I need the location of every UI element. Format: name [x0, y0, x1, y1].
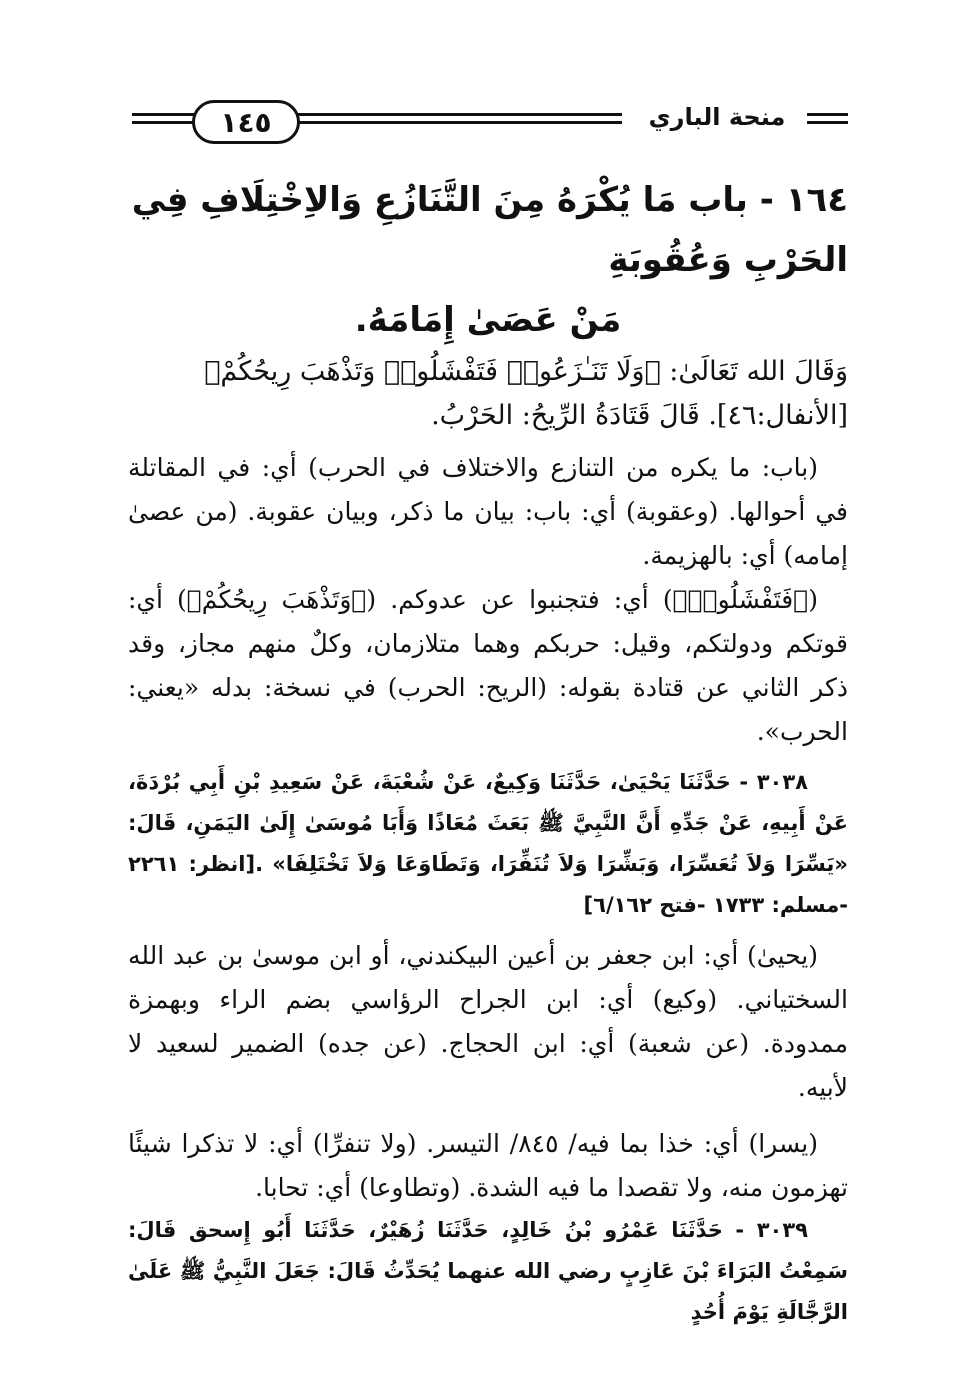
quran-verse-line: وَقَالَ الله تَعَالَىٰ: ﴿وَلَا تَنَـٰزَعُوا۟ فَتَفْشَلُوا۟ وَتَذْهَبَ رِيحُكُمْ﴾	[204, 356, 848, 387]
hadith-3038: ٣٠٣٨ - حَدَّثَنَا يَحْيَىٰ، حَدَّثَنَا وَكِيعٌ، عَنْ شُعْبَةَ، عَنْ سَعِيدِ بْنِ أَبِي بُرْدَةَ، عَنْ أَبِيهِ، عَنْ جَدِّهِ أَنَّ النَّبِيَّ ﷺ بَعَثَ مُعَاذًا وَأَبَا مُوسَىٰ إِلَىٰ اليَمَنِ، قَالَ: «يَسِّرَا وَلاَ تُعَسِّرَا، وَبَشِّرَا وَلاَ تُنَفِّرَا، وَتَطَاوَعَا وَلاَ تَخْتَلِفَا» .[انظر: ٢٢٦١ -مسلم: ١٧٣٣ -فتح ٦/١٦٢]	[128, 770, 848, 917]
header-rule-right-bottom	[800, 121, 848, 124]
header-rule-right-top	[800, 113, 848, 116]
page-header	[132, 95, 848, 145]
header-rule-middle-top	[292, 113, 622, 116]
chapter-title	[128, 170, 848, 350]
chapter-title-line-1: ١٦٤ - باب مَا يُكْرَهُ مِنَ التَّنَازُعِ وَالاِخْتِلَافِ فِي الحَرْبِ وَعُقُوبَةِ	[131, 180, 848, 280]
chapter-title-line-2: مَنْ عَصَىٰ إِمَامَهُ.	[354, 300, 622, 340]
hadith-3039: ٣٠٣٩ - حَدَّثَنَا عَمْرُو بْنُ خَالِدٍ، حَدَّثَنَا زُهَيْرٌ، حَدَّثَنَا أَبُو إِسحق قَالَ: سَمِعْتُ البَرَاءَ بْنَ عَازِبٍ رضي الله عنهما يُحَدِّثُ قَالَ: جَعَلَ النَّبِيُّ ﷺ عَلَىٰ الرَّجَّالَةِ يَوْمَ أُحُدٍ	[128, 1218, 848, 1324]
commentary-paragraph-3: (يحيىٰ) أي: ابن جعفر بن أعين البيكندني، أو ابن موسىٰ بن عبد الله السختياني. (وكيع) أي: ابن الجراح الرؤاسي بضم الراء وبهمزة ممدودة. (عن شعبة) أي: ابن الحجاج. (عن جده) الضمير لسعيد لا لأبيه.	[128, 941, 848, 1102]
verse-reference-line: [الأنفال:٤٦]. قَالَ قَتَادَةُ الرِّيحُ: الحَرْبُ.	[431, 400, 848, 431]
header-rule-left-bottom	[132, 121, 194, 124]
commentary-paragraph-4: (يسرا) أي: خذا بما فيه/ ٨٤٥/ التيسر. (ولا تنفرِّا) أي: لا تذكرا شيئًا تهزمون منه، ولا تقصدا ما فيه الشدة. (وتطاوعا) أي: تحابا.	[128, 1129, 848, 1202]
commentary-paragraph-2: (﴿فَتَفْشَلُوا۟﴾) أي: فتجنبوا عن عدوكم. (﴿وَتَذْهَبَ رِيحُكُمْ﴾) أي: قوتكم ودولتكم، وقيل: حربكم وهما متلازمان، وكلٌ منهم مجاز، وقد ذكر الثاني عن قتادة بقوله: (الريح: الحرب) في نسخة: بدله «يعني: الحرب».	[128, 585, 848, 746]
header-rule-left-top	[132, 113, 194, 116]
running-title: منحة الباري	[627, 103, 807, 131]
page-body	[128, 170, 848, 1333]
page-number: ١٤٥	[192, 100, 300, 144]
header-rule-middle-bottom	[292, 121, 622, 124]
commentary-paragraph-1: (باب: ما يكره من التنازع والاختلاف في الحرب) أي: في المقاتلة في أحوالها. (وعقوبة) أي: باب: بيان ما ذكر، وبيان عقوبة. (من عصىٰ إمامه) أي: بالهزيمة.	[128, 453, 848, 570]
